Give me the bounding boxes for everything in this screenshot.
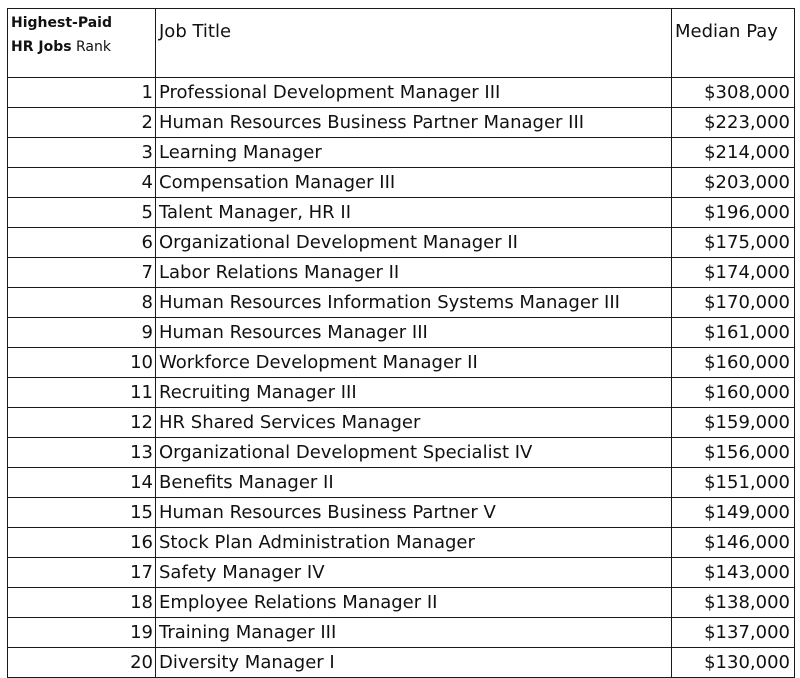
rank-cell: 8 <box>8 288 156 318</box>
job-title-cell: HR Shared Services Manager <box>156 408 672 438</box>
table-row <box>8 378 795 408</box>
median-pay-cell: $223,000 <box>672 108 795 138</box>
rank-cell: 10 <box>8 348 156 378</box>
rank-cell: 20 <box>8 648 156 678</box>
median-pay-cell: $160,000 <box>672 348 795 378</box>
rank-column-header <box>8 9 156 78</box>
job-title-cell: Human Resources Business Partner Manager III <box>156 108 672 138</box>
median-pay-cell: $143,000 <box>672 558 795 588</box>
median-pay-column-header: Median Pay <box>672 9 795 78</box>
table-header <box>8 9 795 78</box>
job-title-cell: Employee Relations Manager II <box>156 588 672 618</box>
rank-cell: 17 <box>8 558 156 588</box>
table-row <box>8 468 795 498</box>
job-title-cell: Recruiting Manager III <box>156 378 672 408</box>
median-pay-cell: $214,000 <box>672 138 795 168</box>
table-row <box>8 648 795 678</box>
median-pay-cell: $161,000 <box>672 318 795 348</box>
rank-cell: 18 <box>8 588 156 618</box>
job-title-cell: Professional Development Manager III <box>156 78 672 108</box>
table-row <box>8 78 795 108</box>
rank-cell: 3 <box>8 138 156 168</box>
median-pay-cell: $149,000 <box>672 498 795 528</box>
table-row <box>8 498 795 528</box>
median-pay-cell: $308,000 <box>672 78 795 108</box>
median-pay-cell: $196,000 <box>672 198 795 228</box>
rank-cell: 4 <box>8 168 156 198</box>
rank-cell: 13 <box>8 438 156 468</box>
rank-cell: 7 <box>8 258 156 288</box>
rank-cell: 2 <box>8 108 156 138</box>
rank-cell: 15 <box>8 498 156 528</box>
table-row <box>8 408 795 438</box>
table-row <box>8 528 795 558</box>
table-row <box>8 558 795 588</box>
rank-cell: 5 <box>8 198 156 228</box>
table-row <box>8 348 795 378</box>
median-pay-cell: $137,000 <box>672 618 795 648</box>
job-title-cell: Workforce Development Manager II <box>156 348 672 378</box>
rank-cell: 12 <box>8 408 156 438</box>
job-title-cell: Labor Relations Manager II <box>156 258 672 288</box>
table-row <box>8 318 795 348</box>
median-pay-cell: $160,000 <box>672 378 795 408</box>
job-title-column-header: Job Title <box>156 9 672 78</box>
job-title-cell: Diversity Manager I <box>156 648 672 678</box>
job-title-cell: Training Manager III <box>156 618 672 648</box>
rank-cell: 19 <box>8 618 156 648</box>
table-row <box>8 198 795 228</box>
job-title-cell: Safety Manager IV <box>156 558 672 588</box>
table-row <box>8 618 795 648</box>
job-title-cell: Organizational Development Specialist IV <box>156 438 672 468</box>
median-pay-cell: $130,000 <box>672 648 795 678</box>
rank-header-line2-bold: HR Jobs <box>11 39 72 55</box>
rank-cell: 9 <box>8 318 156 348</box>
table-row <box>8 138 795 168</box>
job-title-cell: Talent Manager, HR II <box>156 198 672 228</box>
rank-cell: 6 <box>8 228 156 258</box>
median-pay-cell: $138,000 <box>672 588 795 618</box>
job-title-cell: Human Resources Information Systems Manager III <box>156 288 672 318</box>
median-pay-cell: $159,000 <box>672 408 795 438</box>
hr-jobs-table <box>7 8 795 678</box>
job-title-cell: Organizational Development Manager II <box>156 228 672 258</box>
rank-cell: 14 <box>8 468 156 498</box>
rank-cell: 11 <box>8 378 156 408</box>
median-pay-cell: $156,000 <box>672 438 795 468</box>
table-row <box>8 168 795 198</box>
job-title-cell: Stock Plan Administration Manager <box>156 528 672 558</box>
median-pay-cell: $151,000 <box>672 468 795 498</box>
table-row <box>8 228 795 258</box>
median-pay-cell: $146,000 <box>672 528 795 558</box>
table-body <box>8 78 795 678</box>
job-title-cell: Human Resources Business Partner V <box>156 498 672 528</box>
job-title-cell: Human Resources Manager III <box>156 318 672 348</box>
header-row <box>8 9 795 78</box>
rank-header-line2-rest: Rank <box>71 39 111 55</box>
median-pay-cell: $203,000 <box>672 168 795 198</box>
median-pay-cell: $175,000 <box>672 228 795 258</box>
rank-cell: 1 <box>8 78 156 108</box>
table-row <box>8 108 795 138</box>
table-row <box>8 258 795 288</box>
job-title-cell: Compensation Manager III <box>156 168 672 198</box>
median-pay-cell: $174,000 <box>672 258 795 288</box>
median-pay-cell: $170,000 <box>672 288 795 318</box>
rank-cell: 16 <box>8 528 156 558</box>
table-row <box>8 588 795 618</box>
job-title-cell: Benefits Manager II <box>156 468 672 498</box>
rank-header-line1: Highest-Paid <box>11 15 112 31</box>
table-row <box>8 438 795 468</box>
job-title-cell: Learning Manager <box>156 138 672 168</box>
table-row <box>8 288 795 318</box>
